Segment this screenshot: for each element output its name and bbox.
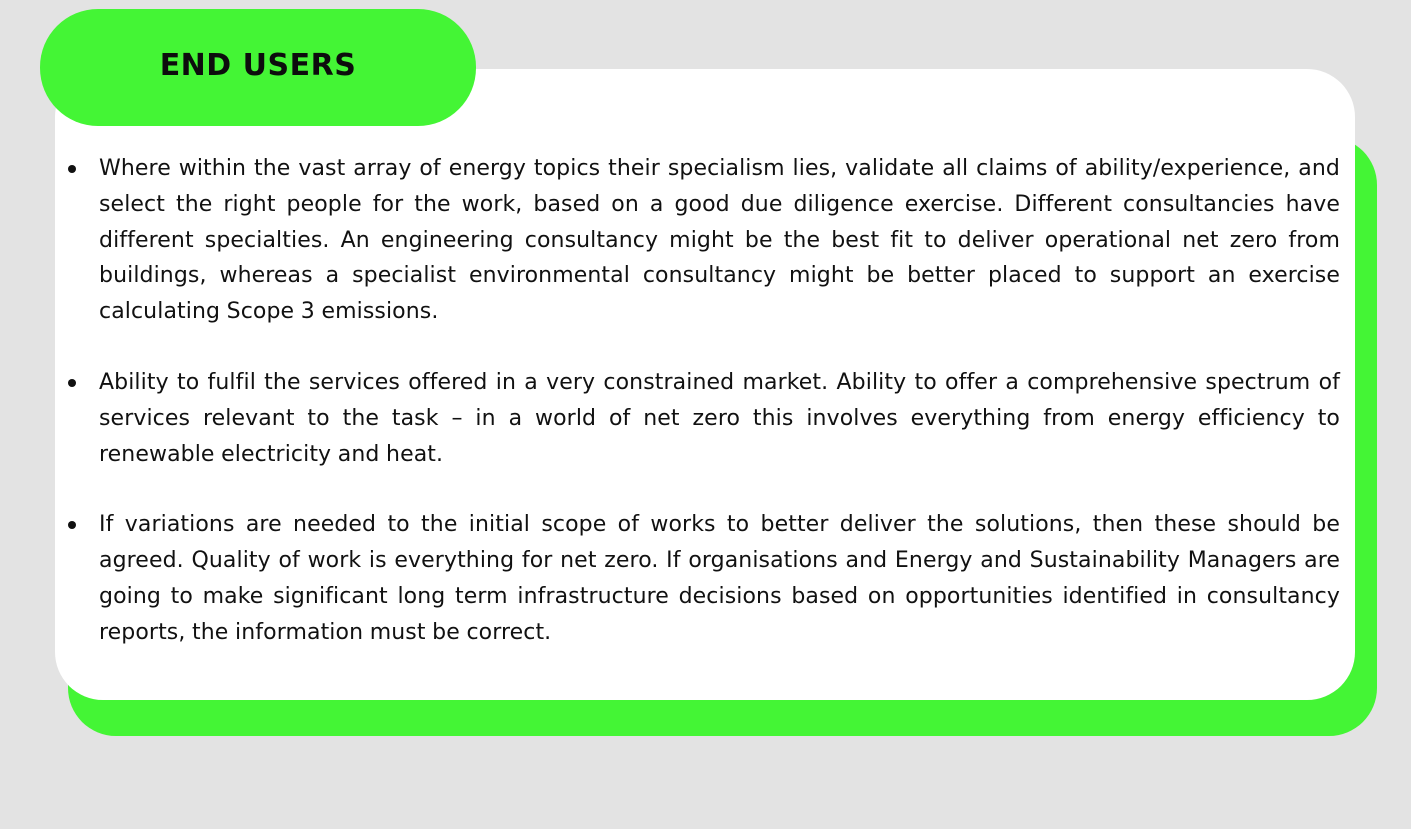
bullet-icon [68, 379, 76, 387]
bullet-list [99, 151, 1340, 686]
list-item [99, 507, 1340, 650]
bullet-text: Ability to fulfil the services offered in a very constrained market. Ability to offer a comprehensive spectrum of services relevant to the task – in a world of net zero this involves everything from energy efficiency to renewable electricity and heat. [99, 369, 1340, 467]
card-title: END USERS [159, 48, 357, 83]
bullet-text: If variations are needed to the initial scope of works to better deliver the solutions, then these should be agreed. Quality of work is everything for net zero. If organisations and Energy and Sustainability Managers are going to make significant long term infrastructure decisions based on opportunities identified in consultancy reports, the information must be correct. [99, 512, 1340, 645]
list-item [99, 151, 1340, 330]
title-badge [40, 9, 476, 126]
bullet-text: Where within the vast array of energy topics their specialism lies, validate all claims of ability/experience, and select the right people for the work, based on a good due diligence exercise. Different consultancies have different specialties. An engineering consultancy might be the best fit to deliver operational net zero from buildings, whereas a specialist environmental consultancy might be better placed to support an exercise calculating Scope 3 emissions. [99, 156, 1340, 325]
list-item [99, 365, 1340, 472]
bullet-icon [68, 165, 76, 173]
